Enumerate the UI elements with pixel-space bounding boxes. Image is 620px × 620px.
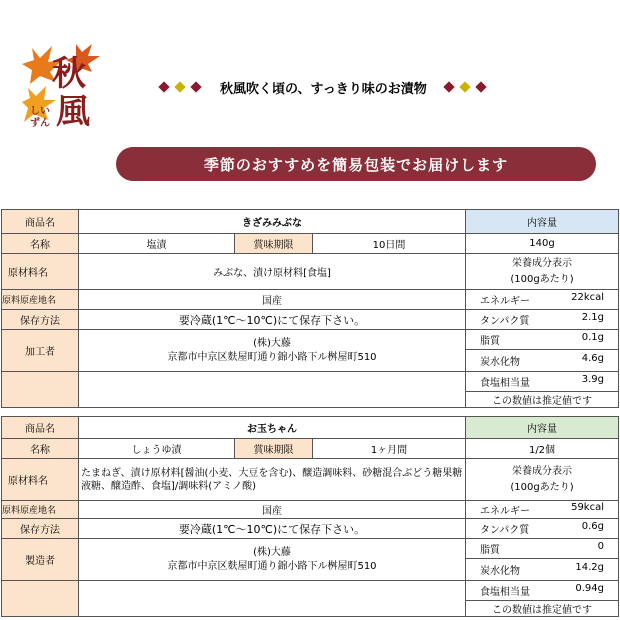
table-row — [2, 417, 619, 439]
label-origin: 原料原産地名 — [2, 290, 79, 310]
nutrient-name: タンパク質 — [480, 316, 530, 327]
maker-address: 京都市中京区麩屋町通り錦小路下ル桝屋町510 — [167, 351, 377, 363]
table-row — [2, 519, 619, 539]
nutrient-name: エネルギー — [480, 296, 531, 307]
table-row — [2, 539, 619, 559]
label-storage: 保存方法 — [2, 519, 79, 539]
nutrient-value: 0 — [597, 541, 604, 552]
label-expiry: 賞味期限 — [235, 439, 313, 459]
nutrient-value: 2.1g — [581, 312, 605, 323]
blank-cell — [79, 581, 466, 617]
logo-sub-2: ずん — [30, 118, 50, 128]
name-value: しょうゆ漬 — [79, 439, 235, 459]
table-row — [2, 310, 619, 330]
nutrient-value: 14.2g — [575, 562, 604, 573]
expiry-value: 1ヶ月間 — [313, 439, 466, 459]
label-product-name: 商品名 — [2, 417, 79, 439]
table-row — [2, 501, 619, 519]
storage-value: 要冷蔵(1℃～10℃)にて保存下さい。 — [79, 310, 466, 330]
logo-sub-1: しい — [30, 106, 50, 117]
table-row — [2, 234, 619, 254]
table-row — [2, 290, 619, 310]
label-blank — [2, 581, 79, 617]
table-row — [2, 254, 619, 290]
nutrient-value: 0.6g — [581, 521, 604, 532]
logo-char-aki: 秋 — [52, 54, 86, 94]
nutrition-row — [466, 559, 619, 581]
label-origin: 原料原産地名 — [2, 501, 79, 519]
origin-value: 国産 — [79, 501, 466, 519]
nutrition-title-text: 栄養成分表示 — [512, 257, 573, 269]
nutrient-value: 0.1g — [581, 332, 605, 343]
name-value: 塩漬 — [79, 234, 235, 254]
capacity-header: 内容量 — [466, 210, 619, 234]
nutrient-name: 脂質 — [480, 545, 500, 556]
maker-address: 京都市中京区麩屋町通り錦小路下ル桝屋町510 — [167, 560, 377, 572]
nutrient-name: タンパク質 — [480, 525, 530, 536]
table-row — [2, 439, 619, 459]
product-name: きざみみぶな — [79, 210, 466, 234]
label-storage: 保存方法 — [2, 310, 79, 330]
nutrient-value: 3.9g — [581, 374, 605, 385]
nutrition-row — [466, 581, 619, 601]
nutrition-row — [466, 501, 619, 519]
maker-name: (株)大藤 — [253, 546, 291, 558]
diamond-icon — [443, 81, 454, 92]
label-product-name: 商品名 — [2, 210, 79, 234]
diamond-icon — [158, 81, 169, 92]
table-row — [2, 459, 619, 501]
label-ingredients: 原材料名 — [2, 254, 79, 290]
nutrition-title-text: 栄養成分表示 — [512, 465, 572, 477]
nutrition-title — [466, 254, 619, 290]
nutrition-row — [466, 539, 619, 559]
nutrient-name: 炭水化物 — [480, 357, 521, 368]
maker-cell — [79, 330, 466, 372]
table-row — [2, 210, 619, 234]
nutrient-value: 4.6g — [581, 353, 605, 364]
nutrient-name: 食塩相当量 — [480, 378, 531, 389]
diamond-icon — [475, 81, 486, 92]
maker-name: (株)大藤 — [253, 337, 291, 349]
logo-char-kaze: 風 — [56, 92, 90, 128]
label-expiry: 賞味期限 — [235, 234, 313, 254]
label-blank — [2, 372, 79, 408]
capacity-value: 1/2個 — [466, 439, 619, 459]
table-row — [2, 330, 619, 350]
nutrition-sub-text: (100gあたり) — [510, 273, 574, 285]
diamond-icon — [459, 81, 470, 92]
nutrient-value: 59kcal — [571, 502, 604, 513]
nutrient-name: 食塩相当量 — [480, 587, 530, 598]
label-ingredients: 原材料名 — [2, 459, 79, 501]
diamond-icon — [190, 81, 201, 92]
origin-value: 国産 — [79, 290, 466, 310]
label-name: 名称 — [2, 439, 79, 459]
nutrition-row — [466, 290, 619, 310]
nutrient-name: 炭水化物 — [480, 566, 520, 577]
storage-value: 要冷蔵(1℃～10℃)にて保存下さい。 — [79, 519, 466, 539]
label-name: 名称 — [2, 234, 79, 254]
ingredients-value: たまねぎ、漬け原材料[醤油(小麦、大豆を含む)、醸造調味料、砂糖混合ぶどう糖果糖液糖、醸造酢、食塩]/調味料(アミノ酸) — [79, 459, 466, 501]
nutrition-row — [466, 372, 619, 392]
maker-cell — [79, 539, 466, 581]
blank-cell — [79, 372, 466, 408]
table-row — [2, 372, 619, 392]
capacity-header: 内容量 — [466, 417, 619, 439]
ingredients-value: みぶな、漬け原材料[食塩] — [79, 254, 466, 290]
shop-logo — [22, 42, 104, 128]
promo-banner: 季節のおすすめを簡易包装でお届けします — [116, 147, 596, 181]
expiry-value: 10日間 — [313, 234, 466, 254]
capacity-value: 140g — [466, 234, 619, 254]
nutrition-sub-text: (100gあたり) — [510, 481, 574, 493]
header-title: 秋風吹く頃の、すっきり味のお漬物 — [220, 81, 427, 97]
estimate-note: この数値は推定値です — [466, 392, 619, 408]
nutrient-name: エネルギー — [480, 506, 530, 517]
diamond-icon — [174, 81, 185, 92]
estimate-note: この数値は推定値です — [466, 601, 619, 617]
nutrient-value: 22kcal — [571, 292, 605, 303]
label-maker: 製造者 — [2, 539, 79, 581]
table-row — [2, 581, 619, 601]
nutrient-name: 脂質 — [480, 336, 501, 347]
nutrition-row — [466, 350, 619, 372]
product-table-2 — [1, 416, 619, 617]
header-tagline — [156, 77, 556, 97]
product-table-1 — [1, 209, 619, 408]
nutrition-row — [466, 519, 619, 539]
label-maker: 加工者 — [2, 330, 79, 372]
product-name: お玉ちゃん — [79, 417, 466, 439]
nutrition-row — [466, 330, 619, 350]
nutrition-row — [466, 310, 619, 330]
nutrient-value: 0.94g — [575, 583, 604, 594]
nutrition-title — [466, 459, 619, 501]
